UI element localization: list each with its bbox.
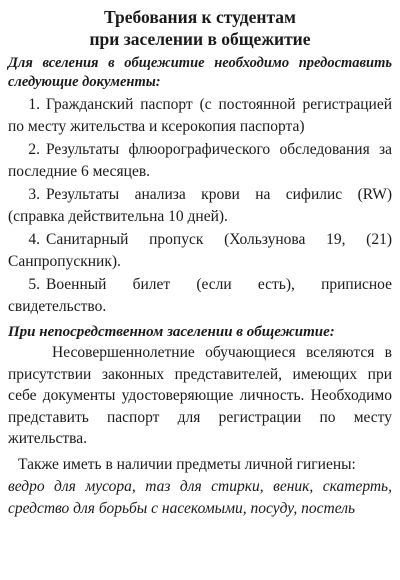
title-line-1: Требования к студентам (104, 7, 296, 27)
minors-paragraph: Несовершеннолетние обучающиеся вселяются в присутствии законных представителей, имеющих при себе документы удостоверяющие личность. Необходимо представить паспорт для регистрации по месту жительства. (8, 344, 392, 447)
hygiene-intro: Также иметь в наличии предметы личной гигиены: (18, 455, 356, 473)
list-item (8, 94, 392, 138)
list-item-number: 5. (28, 276, 40, 293)
list-item (8, 229, 392, 273)
hygiene-items: ведро для мусора, таз для стирки, веник, скатерть, средство для борьбы с насекомыми, посуду, постель (8, 477, 392, 517)
documents-list (8, 94, 392, 318)
list-item-text: Результаты анализа крови на сифилис (RW) (справка действительна 10 дней). (8, 186, 392, 225)
list-item (8, 274, 392, 318)
document-title (8, 6, 392, 50)
title-line-2: при заселении в общежитие (89, 29, 311, 49)
list-item (8, 184, 392, 228)
intro-text: Для вселения в общежитие необходимо предоставить следующие документы: (8, 55, 392, 90)
list-item-number: 4. (28, 231, 40, 248)
list-item (8, 139, 392, 183)
list-item-number: 2. (28, 141, 40, 158)
list-item-text: Санитарный пропуск (Хользунова 19, (21) Санпропускник). (8, 231, 392, 270)
list-item-text: Военный билет (если есть), приписное свидетельство. (8, 276, 392, 315)
list-item-text: Результаты флюорографического обследования за последние 6 месяцев. (8, 141, 392, 180)
list-item-number: 3. (28, 186, 40, 203)
section-heading: При непосредственном заселении в общежитие: (8, 324, 335, 340)
list-item-number: 1. (28, 96, 40, 113)
list-item-text: Гражданский паспорт (с постоянной регистрацией по месту жительства и ксерокопия паспорта) (8, 96, 392, 135)
